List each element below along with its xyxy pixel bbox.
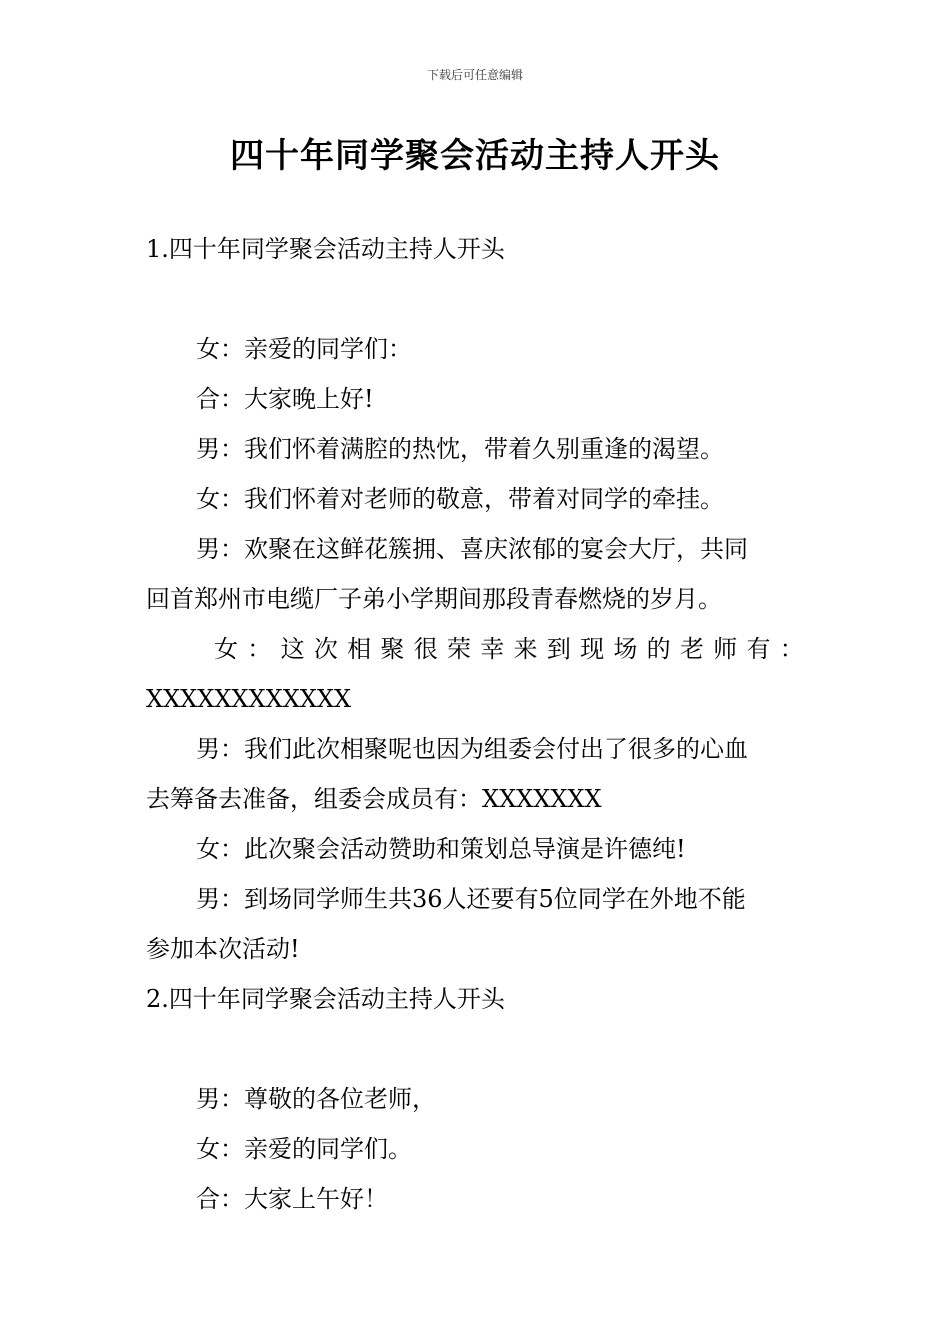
dialogue-line: 合：大家晚上好! — [196, 385, 374, 413]
dialogue-line: 合：大家上午好！ — [196, 1185, 388, 1213]
dialogue-line: 女：亲爱的同学们： — [196, 335, 412, 363]
spread-char: 到 — [546, 635, 571, 663]
spread-char: 聚 — [380, 635, 405, 663]
spread-char: 师 — [713, 635, 738, 663]
spread-char: 荣 — [446, 635, 471, 663]
spread-char: 来 — [513, 635, 538, 663]
dialogue-line: 女：我们怀着对老师的敬意，带着对同学的牵挂。 — [196, 485, 724, 513]
dialogue-line-continued: 参加本次活动! — [146, 935, 300, 963]
teacher-names: XXXXXXXXXXXX — [146, 685, 352, 713]
section-1-heading: 1.四十年同学聚会活动主持人开头 — [146, 235, 505, 263]
spread-char: 老 — [679, 635, 704, 663]
dialogue-line: 男：尊敬的各位老师， — [196, 1085, 436, 1113]
spread-char: 女 — [214, 635, 238, 663]
dialogue-line: 女：此次聚会活动赞助和策划总导演是许德纯! — [196, 835, 686, 863]
page-header: 下载后可任意编辑 — [426, 68, 523, 82]
section-2-heading: 2.四十年同学聚会活动主持人开头 — [146, 985, 505, 1013]
spread-char: 的 — [646, 635, 671, 663]
spread-char: ： — [247, 635, 272, 663]
spread-char: 这 — [280, 635, 305, 663]
spread-char: ： — [779, 635, 804, 663]
dialogue-line-spread — [214, 633, 804, 665]
dialogue-line-continued: 去筹备去准备，组委会成员有：XXXXXXX — [146, 785, 602, 813]
dialogue-line-continued: 回首郑州市电缆厂子弟小学期间那段青春燃烧的岁月。 — [146, 585, 722, 613]
dialogue-line: 男：欢聚在这鲜花簇拥、喜庆浓郁的宴会大厅，共同 — [196, 535, 748, 563]
spread-char: 现 — [580, 635, 605, 663]
spread-char: 次 — [313, 635, 338, 663]
dialogue-line: 女：亲爱的同学们。 — [196, 1135, 412, 1163]
spread-char: 有 — [746, 635, 771, 663]
dialogue-line: 男：我们此次相聚呢也因为组委会付出了很多的心血 — [196, 735, 748, 763]
spread-char: 相 — [347, 635, 372, 663]
document-title: 四十年同学聚会活动主持人开头 — [230, 136, 720, 176]
spread-char: 场 — [613, 635, 638, 663]
spread-char: 很 — [413, 635, 438, 663]
spread-char: 幸 — [480, 635, 505, 663]
dialogue-line: 男：我们怀着满腔的热忱，带着久别重逢的渴望。 — [196, 435, 724, 463]
dialogue-line: 男：到场同学师生共36人还要有5位同学在外地不能 — [196, 885, 746, 913]
